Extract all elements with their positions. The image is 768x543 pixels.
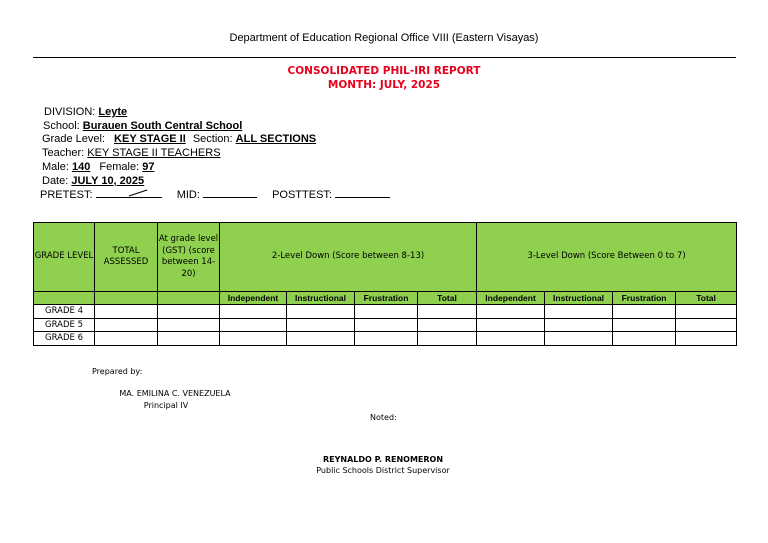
date-value: JULY 10, 2025 [71, 175, 145, 187]
teacher-label: Teacher: [42, 147, 85, 159]
data-cell[interactable] [418, 318, 477, 332]
data-cell[interactable] [613, 318, 676, 332]
sub-two-instructional: Instructional [287, 292, 355, 305]
group-three-level-down: 3-Level Down (Score Between 0 to 7) [477, 223, 737, 292]
grade-cell: GRADE 4 [34, 305, 95, 319]
table-row [34, 305, 737, 319]
data-cell[interactable] [477, 318, 545, 332]
posttest-blank[interactable] [335, 188, 390, 198]
sub-two-total: Total [418, 292, 477, 305]
sub-three-frustration: Frustration [613, 292, 676, 305]
data-cell[interactable] [220, 305, 287, 319]
data-cell[interactable] [676, 332, 737, 346]
data-cell[interactable] [95, 318, 158, 332]
phil-iri-table [33, 222, 737, 346]
report-month: MONTH: JULY, 2025 [327, 79, 441, 91]
mid-label: MID: [176, 189, 200, 201]
grade-label: Grade Level: [42, 133, 105, 145]
school-line [43, 120, 242, 134]
data-cell[interactable] [287, 305, 355, 319]
table-row [34, 332, 737, 346]
data-cell[interactable] [355, 332, 418, 346]
subheader-row [34, 292, 737, 305]
data-cell[interactable] [220, 318, 287, 332]
grade-cell: GRADE 6 [34, 332, 95, 346]
preparer-name: MA. EMILINA C. VENEZUELA [119, 389, 231, 398]
data-cell[interactable] [545, 318, 613, 332]
division-value: Leyte [98, 106, 128, 118]
data-cell[interactable] [158, 305, 220, 319]
data-cell[interactable] [545, 305, 613, 319]
data-cell[interactable] [613, 332, 676, 346]
report-title: CONSOLIDATED PHIL-IRI REPORT [287, 65, 481, 77]
school-value: Burauen South Central School [82, 120, 243, 132]
school-label: School: [43, 120, 80, 132]
male-value: 140 [71, 161, 91, 173]
grade-value: KEY STAGE II [114, 133, 186, 145]
preparer-title: Principal IV [143, 401, 189, 410]
noter-name: REYNALDO P. RENOMERON [322, 455, 444, 464]
data-cell[interactable] [158, 318, 220, 332]
data-cell[interactable] [418, 332, 477, 346]
header-row [34, 223, 737, 292]
date-label: Date: [42, 175, 69, 187]
female-label: Female: [99, 161, 140, 173]
col-at-grade-level: At grade level (GST) (score between 14-20) [158, 223, 220, 292]
prepared-by-label: Prepared by: [92, 367, 143, 376]
data-cell[interactable] [158, 332, 220, 346]
data-cell[interactable] [477, 332, 545, 346]
division-line [44, 106, 127, 120]
section-value: ALL SECTIONS [235, 133, 317, 145]
check-slash-icon [128, 189, 148, 197]
table-row [34, 318, 737, 332]
sub-three-independent: Independent [477, 292, 545, 305]
data-cell[interactable] [545, 332, 613, 346]
header-divider [33, 57, 736, 58]
section-label: Section: [192, 133, 233, 145]
data-cell[interactable] [355, 305, 418, 319]
posttest-label: POSTTEST: [272, 189, 332, 201]
sub-two-independent: Independent [220, 292, 287, 305]
gender-line [42, 161, 154, 175]
data-cell[interactable] [355, 318, 418, 332]
data-cell[interactable] [477, 305, 545, 319]
col-grade-level: GRADE LEVEL [34, 223, 95, 292]
subheader-blank [34, 292, 95, 305]
sub-three-instructional: Instructional [545, 292, 613, 305]
data-cell[interactable] [287, 332, 355, 346]
data-cell[interactable] [95, 332, 158, 346]
date-line [42, 175, 144, 189]
subheader-blank [158, 292, 220, 305]
sub-two-frustration: Frustration [355, 292, 418, 305]
division-label: DIVISION: [44, 106, 96, 118]
subheader-blank [95, 292, 158, 305]
noter-title: Public Schools District Supervisor [316, 466, 450, 475]
teacher-value: KEY STAGE II TEACHERS [87, 147, 221, 159]
mid-blank[interactable] [203, 188, 257, 198]
col-total-assessed: TOTAL ASSESSED [95, 223, 158, 292]
sub-three-total: Total [676, 292, 737, 305]
data-cell[interactable] [676, 318, 737, 332]
data-cell[interactable] [676, 305, 737, 319]
agency-header: Department of Education Regional Office VIII (Eastern Visayas) [229, 32, 539, 44]
noted-label: Noted: [370, 413, 397, 422]
group-two-level-down: 2-Level Down (Score between 8-13) [220, 223, 477, 292]
teacher-line [42, 147, 221, 161]
data-cell[interactable] [613, 305, 676, 319]
data-cell[interactable] [418, 305, 477, 319]
male-label: Male: [42, 161, 69, 173]
grade-cell: GRADE 5 [34, 318, 95, 332]
female-value: 97 [142, 161, 155, 173]
data-cell[interactable] [287, 318, 355, 332]
data-cell[interactable] [95, 305, 158, 319]
pretest-label: PRETEST: [40, 189, 93, 201]
grade-line [42, 133, 316, 147]
data-cell[interactable] [220, 332, 287, 346]
test-line [40, 188, 390, 203]
pretest-blank[interactable] [96, 188, 162, 198]
